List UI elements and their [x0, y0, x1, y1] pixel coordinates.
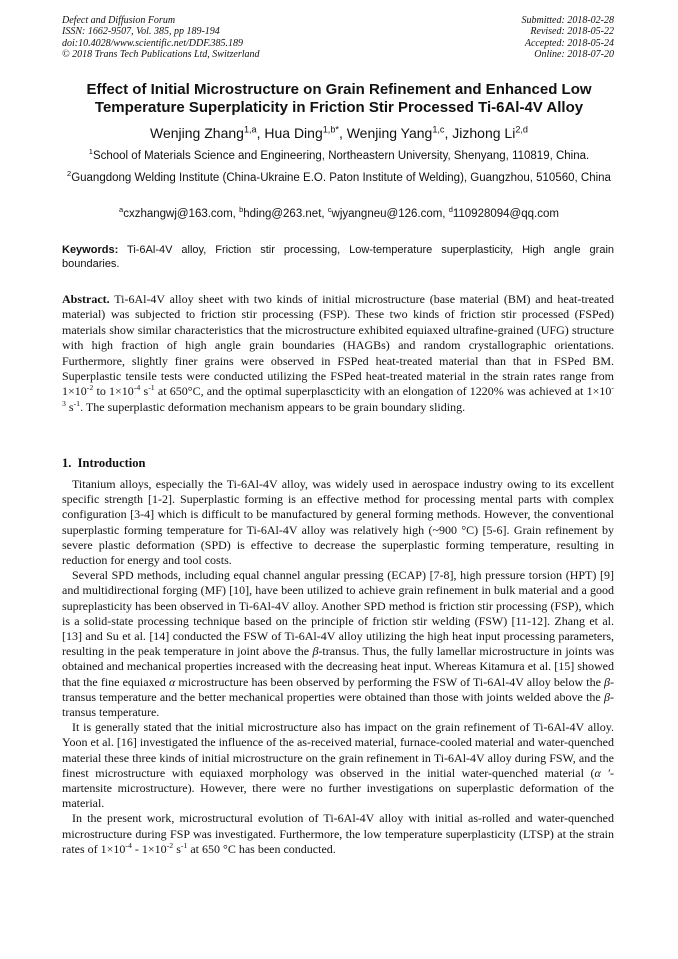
date-online: Online: 2018-07-20	[534, 49, 614, 61]
email: 110928094@qq.com	[452, 208, 559, 220]
email: cxzhangwj@163.com,	[123, 208, 240, 220]
keywords	[62, 243, 614, 271]
section-heading	[62, 456, 145, 471]
keywords-text: Ti-6Al-4V alloy, Friction stir processing, Low-temperature superplasticity, High angle grain boundaries.	[62, 244, 614, 270]
paragraph: It is generally stated that the initial microstructure also has impact on the grain refinement of Ti-6Al-4V alloy. Yoon et al. [16] investigated the influence of the as-received material, furnace-cooled material and water-quenched material these three kinds of initial microstructure on the grain refinement in Ti-6Al-4V alloy during FSW, and the finest microstructure with equiaxed morphology was observed in the initial water-quenched material (α ′-martensite microstructure). However, there were no further investigations on superplastic deformation of the material.	[62, 720, 614, 811]
section-number: 1.	[62, 456, 72, 470]
journal-name: Defect and Diffusion Forum	[62, 15, 176, 26]
paragraph: Several SPD methods, including equal channel angular pressing (ECAP) [7-8], high pressure torsion (HPT) [9] and multidirectional forging (MF) [10], have been utilized to achieve grain refinement in bulk material and a good supreplasticity has been observed in Ti-6Al-4V alloy. Another SPD method is friction stir processing (FSP), which is a solid-state processing technique based on the principle of friction stir welding (FSW) [11-12]. Zhang et al. [13] and Su et al. [14] conducted the FSW of Ti-6Al-4V alloy utilizing the high heat input processing parameters, resulting in the peak temperature in joint above the β-transus. Thus, the fully lamellar microstructure in joints was obtained and mechanical properties increased with the decreasing heat input. Whereas Kitamura et al. [15] showed that the fine equiaxed α microstructure has been observed by performing the FSW of Ti-6Al-4V alloy below the β-transus temperature and the better mechanical properties were obtained than those with joints welded above the β-transus temperature.	[62, 568, 615, 720]
author-emails: $^a$cxzhangwj@163.com, $^b$hding@263.net, $^c$wjyangneu@126.com, $^d$110928094@qq.com	[119, 205, 559, 220]
section-title: Introduction	[77, 456, 146, 470]
author: Wenjing Yang$^{1,c}$,	[346, 124, 453, 141]
author: Hua Ding$^{1,b*}$,	[264, 124, 347, 141]
email: hding@263.net,	[243, 208, 328, 220]
paper-title	[50, 81, 628, 117]
email: wjyangneu@126.com,	[331, 208, 449, 220]
publication-dates	[522, 15, 615, 61]
paragraph: Titanium alloys, especially the Ti-6Al-4V alloy, was widely used in aerospace industry owing to its excellent specific strength [1-2]. Superplastic forming is an effective method for processing mental parts with complex configuration [3-4] which is difficult to be manufactured by general forming methods. However, the conventional superplastic forming temperature for Ti-6Al-4V alloy was relatively high (~900 °C) [5-6]. Grain refinement by severe plastic deformation (SPD) is effective to decrease the superplastic forming temperature, resulting in reduction for energy and tool costs.	[62, 477, 614, 568]
title-line-1: Effect of Initial Microstructure on Grain Refinement and Enhanced Low	[86, 81, 592, 98]
date-accepted: Accepted: 2018-05-24	[524, 37, 614, 49]
affiliation-2: $^2$Guangdong Welding Institute (China-Ukraine E.O. Paton Institute of Welding), Guangzhou, 510560, China	[67, 169, 611, 184]
journal-doi: doi:10.4028/www.scientific.net/DDF.385.189	[62, 37, 244, 49]
author: Jizhong Li$^{2,d}$	[452, 124, 528, 141]
date-submitted: Submitted: 2018-02-28	[521, 15, 614, 26]
abstract-label: Abstract.	[62, 292, 110, 306]
abstract: Abstract. Ti-6Al-4V alloy sheet with two kinds of initial microstructure (base material (BM) and heat-treated material) was subjected to friction stir processing (FSP). These two kinds of friction stir processed (FSPed) materials show similar characteristics that the microstructure exhibited equiaxed ultrafine-grained (UFG) structure with high fraction of high angle grain boundaries (HAGBs) and random crystallographic orientations. Furthermore, slightly finer grains were observed in FSPed heat-treated material than that in FSPed BM. Superplastic tensile tests were conducted utilizing the FSPed heat-treated material in the strain rates range from $1\times 10^{-2}$ to $1\times 10^{-4}$ $s^{-1}$ at 650°C, and the optimal superplascticity with an elongation of 1220% was achieved at $1\times 10^{-3}$ $s^{-1}$. The superplastic deformation mechanism appears to be grain boundary sliding.	[62, 292, 614, 414]
author-list	[40, 124, 638, 142]
paragraph: In the present work, microstructural evolution of Ti-6Al-4V alloy with initial as-rolled and water-quenched microstructure during FSP was investigated. Furthermore, the low temperature superplasticity (LTSP) at the strain rates of $1\times 10^{-4} - 1\times 10^{-2}$ $s^{-1}$ at 650 °C has been conducted.	[62, 811, 614, 856]
introduction-body	[62, 477, 614, 857]
journal-info	[62, 15, 260, 61]
keywords-label: Keywords:	[62, 244, 119, 256]
affiliation-1: $^1$School of Materials Science and Engineering, Northeastern University, Shenyang, 110819, China.	[88, 147, 590, 162]
journal-issn: ISSN: 1662-9507, Vol. 385, pp 189-194	[62, 26, 220, 38]
title-line-2: Temperature Superplaticity in Friction Stir Processed Ti-6Al-4V Alloy	[94, 99, 584, 116]
journal-copyright: © 2018 Trans Tech Publications Ltd, Switzerland	[62, 49, 260, 61]
author: Wenjing Zhang$^{1,a}$,	[150, 124, 265, 141]
date-revised: Revised: 2018-05-22	[530, 26, 614, 38]
